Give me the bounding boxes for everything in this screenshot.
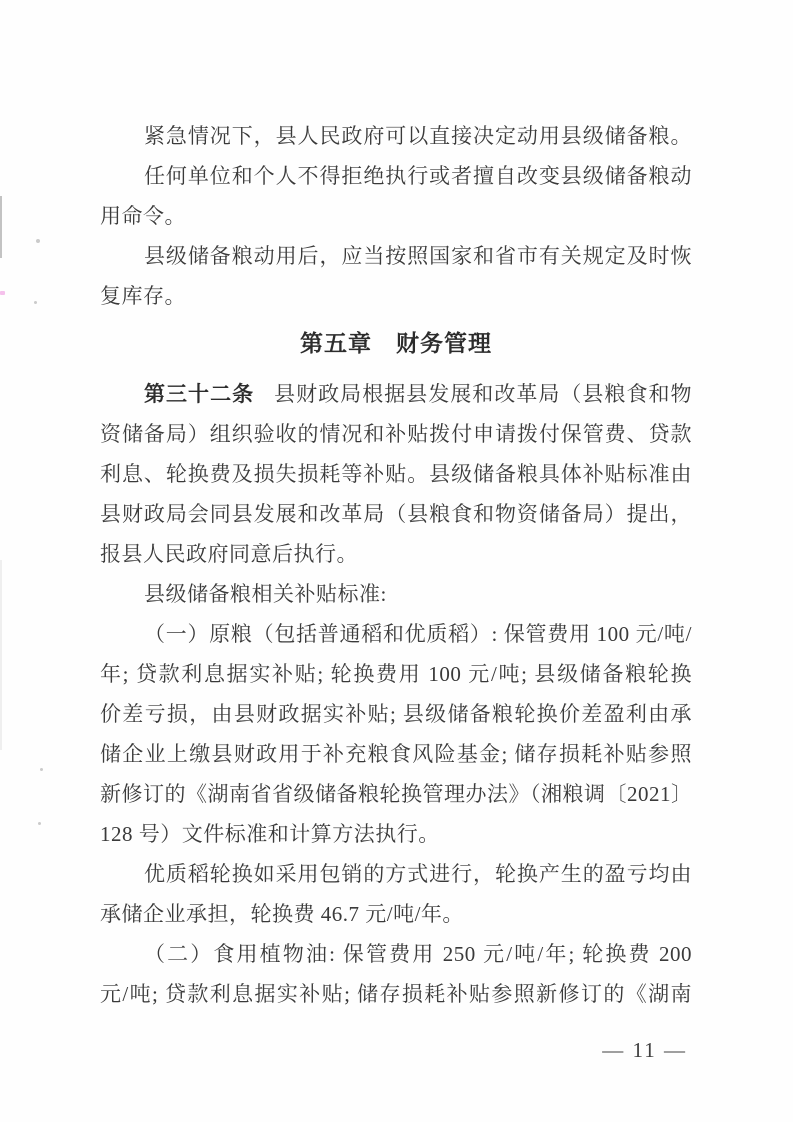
text-line: 储企业上缴县财政用于补充粮食风险基金; 储存损耗补贴参照 [100, 742, 692, 766]
paragraph-restock [100, 236, 692, 316]
paragraph-item-2-edible-oil [100, 934, 692, 1014]
paragraph-no-refusal [100, 156, 692, 236]
page-number: — 11 — [602, 1038, 687, 1062]
text-line: 利息、轮换费及损失损耗等补贴。县级储备粮具体补贴标准由 [100, 462, 692, 486]
paragraph-emergency-use [100, 116, 692, 156]
text-line: 年; 贷款利息据实补贴; 轮换费用 100 元/吨; 县级储备粮轮换 [100, 662, 692, 686]
content-column [100, 116, 692, 1014]
text-line: 元/吨; 贷款利息据实补贴; 储存损耗补贴参照新修订的《湖南 [100, 982, 692, 1006]
scan-speck [36, 239, 40, 243]
scan-speck [0, 291, 5, 295]
paragraph-subsidy-standards-intro [100, 574, 692, 614]
text-line: 县财政局会同县发展和改革局（县粮食和物资储备局）提出， [100, 502, 692, 526]
scan-edge-mark [0, 560, 2, 750]
text-line: 资储备局）组织验收的情况和补贴拨付申请拨付保管费、贷款 [100, 422, 692, 446]
text-line: （二）食用植物油: 保管费用 250 元/吨/年; 轮换费 200 [144, 942, 692, 966]
text-line: 报县人民政府同意后执行。 [100, 542, 358, 566]
text-line: 优质稻轮换如采用包销的方式进行，轮换产生的盈亏均由 [144, 862, 692, 886]
text-run: 县财政局根据县发展和改革局（县粮食和物 [274, 382, 692, 406]
chapter-heading: 第五章 财务管理 [300, 331, 492, 356]
text-line: 新修订的《湖南省省级储备粮轮换管理办法》（湘粮调〔2021〕 [100, 782, 693, 806]
text-line [100, 374, 692, 414]
scan-edge-mark [0, 196, 2, 258]
text-line: 任何单位和个人不得拒绝执行或者擅自改变县级储备粮动 [144, 164, 692, 188]
scan-speck [40, 768, 43, 771]
text-line: 承储企业承担，轮换费 46.7 元/吨/年。 [100, 902, 464, 926]
text-line: 县级储备粮相关补贴标准: [144, 582, 387, 606]
paragraph-article-32 [100, 374, 692, 574]
text-line: 用命令。 [100, 204, 186, 228]
paragraph-premium-rice-rotation [100, 854, 692, 934]
scan-speck [38, 822, 41, 825]
text-line: 紧急情况下，县人民政府可以直接决定动用县级储备粮。 [144, 124, 692, 148]
scan-speck [34, 301, 37, 304]
text-line: （一）原粮（包括普通稻和优质稻）: 保管费用 100 元/吨/ [144, 622, 692, 646]
text-line: 128 号）文件标准和计算方法执行。 [100, 822, 440, 846]
text-line: 价差亏损，由县财政据实补贴; 县级储备粮轮换价差盈利由承 [100, 702, 692, 726]
article-number: 第三十二条 [144, 382, 255, 406]
paragraph-item-1-raw-grain [100, 614, 692, 854]
text-line: 县级储备粮动用后，应当按照国家和省市有关规定及时恢 [144, 244, 692, 268]
text-line: 复库存。 [100, 284, 186, 308]
